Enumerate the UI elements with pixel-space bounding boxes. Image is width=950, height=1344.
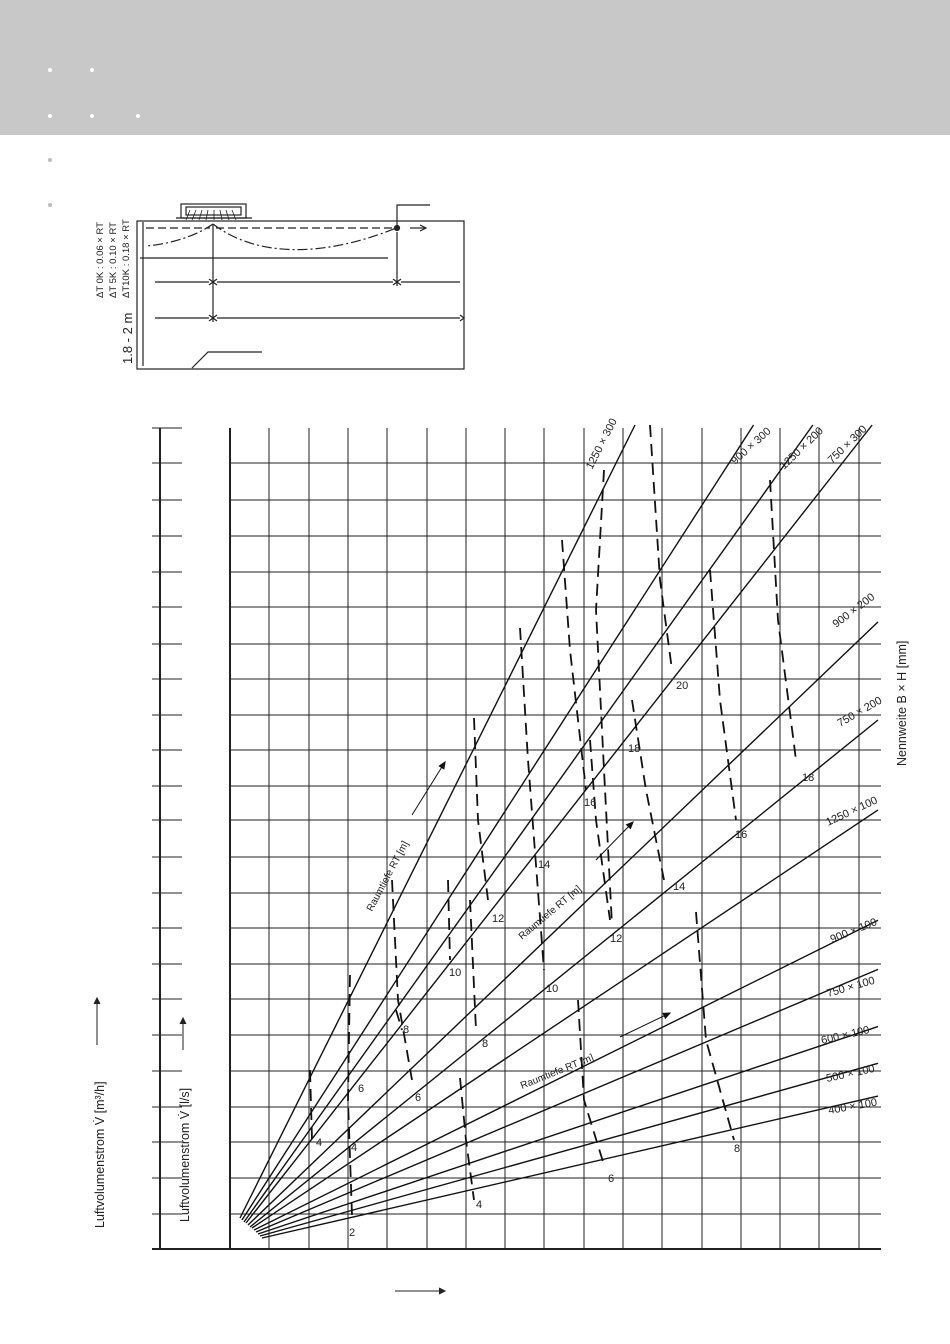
series-label: 900 × 200 [830,591,878,631]
series-label: 1250 × 200 [777,425,826,473]
room-depth-label: 16 [735,829,748,841]
series-line [244,425,813,1222]
series-line [240,425,635,1218]
room-depth-arrow-label: Raumtiefe RT [m] [516,883,584,943]
height-label: 1.8 - 2 m [120,312,135,364]
series-label: 600 × 100 [819,1024,871,1047]
series-line [262,1096,878,1238]
room-depth-label: 12 [492,913,505,925]
nennweite-label: Nennweite B × H [mm] [895,640,909,766]
room-depth-curve [578,1000,604,1165]
dt-label-5k: ΔT 5K : 0.10 × RT [108,222,119,298]
series-label: 1250 × 300 [583,416,620,472]
room-depth-arrow [596,822,633,860]
room-depth-label: 12 [610,933,623,945]
room-depth-label: 14 [673,881,686,893]
room-depth-curve [562,540,586,790]
room-depth-arrow-label: Raumtiefe RT [m] [364,839,412,914]
room-depth-curve [348,975,352,1215]
room-depth-arrow [412,762,445,815]
series-label: 1250 × 100 [824,794,880,829]
dt-label-0k: ΔT 0K : 0.06 × RT [95,222,106,298]
series-line [242,425,754,1220]
y-axis-label-ls: Luftvolumenstrom V̇ [l/s] [178,1087,192,1222]
room-depth-label: 6 [415,1092,422,1104]
series-label: 900 × 100 [828,916,879,946]
series-label: 500 × 100 [825,1062,876,1085]
series-label: 900 × 300 [728,425,774,468]
room-depth-curve [448,880,450,960]
room-depth-label: 8 [403,1024,410,1036]
series-label: 400 × 100 [827,1096,879,1117]
series-label: 750 × 200 [835,694,885,730]
room-depth-label: 10 [546,983,559,995]
room-depth-label: 18 [802,772,815,784]
room-depth-curve [650,425,672,670]
room-depth-label: 4 [316,1137,323,1149]
room-depth-label: 18 [628,743,641,755]
room-depth-label: 8 [734,1143,741,1155]
room-depth-arrow-label: Raumtiefe RT [m] [519,1052,596,1092]
room-depth-label: 16 [584,797,597,809]
room-depth-label: 6 [358,1083,365,1095]
room-depth-curve [460,1078,474,1200]
room-depth-label: 2 [349,1227,356,1239]
series-line [248,622,878,1225]
series-label: 750 × 300 [825,423,870,467]
series-line [256,969,878,1232]
room-depth-label: 4 [351,1142,358,1154]
room-depth-label: 20 [676,680,689,692]
room-depth-label: 4 [476,1199,483,1211]
y-axis-label-m3h: Luftvolumenstrom V̇ [m³/h] [93,1081,107,1228]
dt-label-10k: ΔT10K : 0.18 × RT [121,219,132,298]
room-depth-label: 14 [538,859,551,871]
room-depth-curve [392,880,412,1080]
room-depth-label: 6 [608,1173,615,1185]
room-depth-curve [770,480,796,760]
series-line [252,810,878,1228]
series-label: 750 × 100 [825,974,877,1000]
room-depth-label: 10 [449,967,462,979]
room-depth-label: 8 [482,1038,489,1050]
series-line [258,1027,878,1234]
